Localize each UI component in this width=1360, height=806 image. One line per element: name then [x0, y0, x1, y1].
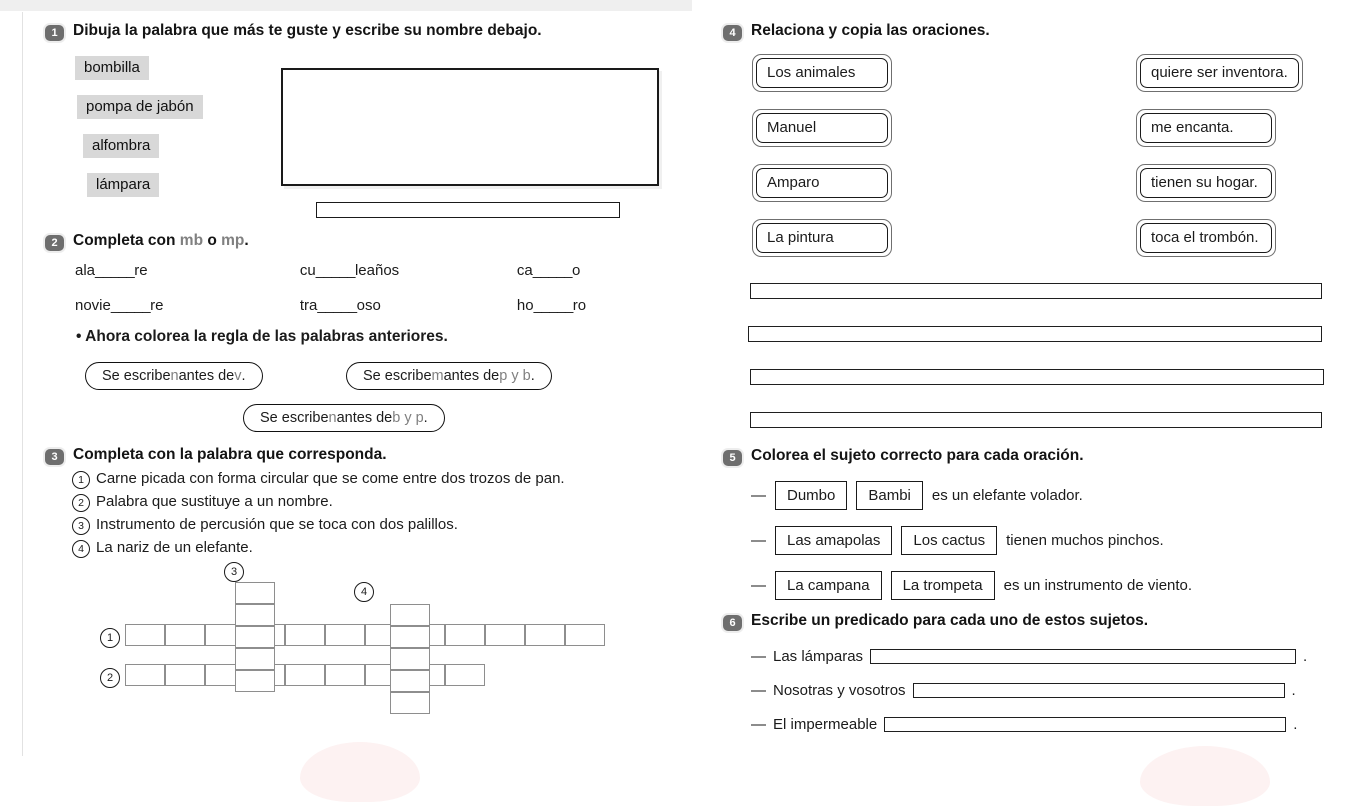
choice-option-b[interactable]: Bambi	[856, 481, 923, 510]
fill-row	[75, 297, 655, 314]
word-chip[interactable]: bombilla	[75, 56, 149, 80]
answer-line[interactable]	[748, 326, 1322, 342]
exercise-number-badge: 5	[723, 450, 742, 466]
row-dash: —	[751, 577, 766, 594]
rule-letter: m	[431, 368, 444, 384]
crossword-cell-down-3[interactable]	[235, 648, 275, 670]
crossword-cell-across-2[interactable]	[445, 664, 485, 686]
crossword-cell-down-4[interactable]	[390, 604, 430, 626]
word-post: ro	[572, 297, 587, 314]
choice-row-1	[751, 481, 1083, 510]
keyword-mb: mb	[179, 232, 204, 249]
predicate-row-2	[751, 682, 1296, 699]
predicate-input[interactable]	[870, 649, 1296, 664]
crossword-cell-across-1[interactable]	[125, 624, 165, 646]
clue-text: La nariz de un elefante.	[96, 538, 253, 556]
match-left-label: Los animales	[756, 58, 888, 88]
predicate-row-1	[751, 648, 1307, 665]
word-post: o	[571, 262, 581, 279]
rule-text: Se escribe	[260, 410, 329, 426]
fill-item[interactable]	[300, 297, 517, 314]
exercise-title: Colorea el sujeto correcto para cada oración.	[751, 447, 1084, 464]
right-column	[690, 0, 1360, 768]
choice-row-2	[751, 526, 1164, 555]
match-left-label: La pintura	[756, 223, 888, 253]
crossword-cell-down-4[interactable]	[390, 626, 430, 648]
match-right-3[interactable]	[1136, 164, 1276, 202]
rule-text: antes de	[336, 410, 393, 426]
match-left-label: Amparo	[756, 168, 888, 198]
title-part: o	[203, 232, 222, 249]
crossword-cell-down-3[interactable]	[235, 626, 275, 648]
exercise-title: Completa con la palabra que corresponda.	[73, 446, 387, 463]
exercise-3	[45, 446, 665, 465]
word-post: re	[134, 262, 148, 279]
fill-row	[75, 262, 655, 279]
word-chip[interactable]: pompa de jabón	[77, 95, 203, 119]
word-post: leaños	[354, 262, 400, 279]
choice-option-a[interactable]: Las amapolas	[775, 526, 892, 555]
predicate-input[interactable]	[884, 717, 1286, 732]
fill-item[interactable]	[517, 297, 655, 314]
rule-text: .	[423, 410, 428, 426]
crossword-label-1: 1	[100, 628, 120, 648]
rule-letter: n	[170, 368, 179, 384]
clue-text: Instrumento de percusión que se toca con dos palillos.	[96, 515, 458, 533]
fill-item[interactable]	[75, 297, 300, 314]
rule-text: antes de	[178, 368, 235, 384]
exercise-title: Dibuja la palabra que más te guste y escribe su nombre debajo.	[73, 22, 542, 39]
crossword-cell-across-2[interactable]	[125, 664, 165, 686]
row-dash: —	[751, 648, 766, 665]
word-pre: ala	[75, 262, 96, 279]
fill-item[interactable]	[300, 262, 517, 279]
rule-text: antes de	[443, 368, 500, 384]
exercise-number-badge: 2	[45, 235, 64, 251]
choice-option-a[interactable]: La campana	[775, 571, 882, 600]
rule-option-3[interactable]	[243, 404, 445, 432]
crossword-cell-across-1[interactable]	[165, 624, 205, 646]
crossword-cell-down-4[interactable]	[390, 648, 430, 670]
exercise-number-badge: 6	[723, 615, 742, 631]
choice-option-b[interactable]: La trompeta	[891, 571, 995, 600]
crossword-cell-across-1[interactable]	[445, 624, 485, 646]
match-left-3[interactable]	[752, 164, 892, 202]
crossword-cell-across-1[interactable]	[525, 624, 565, 646]
exercise-5	[723, 447, 1343, 466]
word-chip-list	[75, 56, 203, 212]
clue-item	[72, 514, 565, 537]
match-left-label: Manuel	[756, 113, 888, 143]
match-right-label: quiere ser inventora.	[1140, 58, 1299, 88]
crossword-label-2: 2	[100, 668, 120, 688]
crossword-cell-across-2[interactable]	[285, 664, 325, 686]
row-dash: —	[751, 487, 766, 504]
crossword-label-4: 4	[354, 582, 374, 602]
rule-option-1[interactable]	[85, 362, 263, 390]
blank-slot[interactable]: _____	[110, 297, 151, 314]
row-dash: —	[751, 716, 766, 733]
crossword-grid[interactable]	[100, 560, 630, 745]
exercise-2-subtitle: • Ahora colorea la regla de las palabras anteriores.	[76, 328, 448, 345]
crossword-cell-across-1[interactable]	[285, 624, 325, 646]
drawing-box[interactable]	[281, 68, 659, 186]
crossword-cell-down-3[interactable]	[235, 670, 275, 692]
match-right-2[interactable]	[1136, 109, 1276, 147]
clue-number: 4	[72, 540, 90, 558]
rule-letter: n	[328, 410, 337, 426]
match-right-label: tienen su hogar.	[1140, 168, 1272, 198]
crossword-label-3: 3	[224, 562, 244, 582]
clue-number: 3	[72, 517, 90, 535]
rule-letter: v	[234, 368, 242, 384]
subject-label: Nosotras y vosotros	[773, 682, 906, 699]
crossword-cell-across-2[interactable]	[165, 664, 205, 686]
word-write-line[interactable]	[316, 202, 620, 218]
exercise-6	[723, 612, 1343, 631]
exercise-number-badge: 3	[45, 449, 64, 465]
match-right-1[interactable]	[1136, 54, 1303, 92]
answer-line[interactable]	[750, 283, 1322, 299]
row-dash: —	[751, 532, 766, 549]
choice-option-b[interactable]: Los cactus	[901, 526, 997, 555]
blank-slot[interactable]: _____	[317, 297, 357, 314]
rule-text: Se escribe	[102, 368, 171, 384]
exercise-number-badge: 4	[723, 25, 742, 41]
clue-item	[72, 468, 565, 491]
choice-tail: tienen muchos pinchos.	[1006, 532, 1164, 549]
choice-tail: es un instrumento de viento.	[1003, 577, 1193, 594]
rule-text: .	[530, 368, 535, 384]
row-dash: —	[751, 682, 766, 699]
crossword-cell-across-1[interactable]	[565, 624, 605, 646]
rule-text: .	[241, 368, 246, 384]
title-part: .	[244, 232, 249, 249]
blank-slot[interactable]: _____	[533, 297, 573, 314]
exercise-4	[723, 22, 1343, 41]
rule-letter: b y p	[392, 410, 424, 426]
rule-letter: p y b	[499, 368, 531, 384]
match-left-2[interactable]	[752, 109, 892, 147]
exercise-title: Escribe un predicado para cada uno de estos sujetos.	[751, 612, 1149, 629]
match-left-4[interactable]	[752, 219, 892, 257]
clue-number: 2	[72, 494, 90, 512]
choice-tail: es un elefante volador.	[931, 487, 1083, 504]
match-right-label: me encanta.	[1140, 113, 1272, 143]
word-post: oso	[356, 297, 381, 314]
clue-item	[72, 537, 565, 560]
word-chip[interactable]: alfombra	[83, 134, 159, 158]
answer-line[interactable]	[750, 412, 1322, 428]
subject-label: El impermeable	[773, 716, 878, 733]
blank-slot[interactable]: _____	[532, 262, 572, 279]
clue-text: Carne picada con forma circular que se come entre dos trozos de pan.	[96, 470, 565, 487]
word-pre: tra	[299, 297, 318, 314]
row-period: .	[1293, 716, 1298, 733]
word-post: re	[150, 297, 164, 314]
crossword-cell-down-3[interactable]	[235, 582, 275, 604]
exercise-1	[45, 22, 665, 41]
fill-in-words	[75, 262, 655, 332]
fill-item[interactable]	[75, 262, 300, 279]
match-right-4[interactable]	[1136, 219, 1276, 257]
crossword-cell-down-4[interactable]	[390, 692, 430, 714]
crossword-cell-across-1[interactable]	[325, 624, 365, 646]
clue-item	[72, 491, 565, 514]
fill-item[interactable]	[517, 262, 655, 279]
title-part: Completa con	[73, 232, 180, 249]
predicate-row-3	[751, 716, 1297, 733]
blank-slot[interactable]: _____	[315, 262, 355, 279]
crossword-cell-across-2[interactable]	[325, 664, 365, 686]
choice-option-a[interactable]: Dumbo	[775, 481, 847, 510]
word-pre: novie	[75, 297, 111, 314]
predicate-input[interactable]	[913, 683, 1285, 698]
match-left-1[interactable]	[752, 54, 892, 92]
clue-number: 1	[72, 471, 90, 489]
word-chip[interactable]: lámpara	[87, 173, 159, 197]
exercise-title: Relaciona y copia las oraciones.	[751, 22, 990, 39]
word-pre: ca	[516, 262, 533, 279]
exercise-number-badge: 1	[45, 25, 64, 41]
crossword-cell-across-1[interactable]	[485, 624, 525, 646]
crossword-cell-down-4[interactable]	[390, 670, 430, 692]
crossword-cell-down-3[interactable]	[235, 604, 275, 626]
word-pre: ho	[516, 297, 534, 314]
exercise-2	[45, 232, 665, 251]
clue-list	[72, 468, 565, 560]
answer-line[interactable]	[750, 369, 1324, 385]
row-period: .	[1291, 682, 1296, 699]
word-pre: cu	[299, 262, 316, 279]
keyword-mp: mp	[221, 232, 245, 249]
clue-text: Palabra que sustituye a un nombre.	[96, 492, 333, 510]
row-period: .	[1303, 648, 1308, 665]
rule-option-2[interactable]	[346, 362, 552, 390]
match-right-label: toca el trombón.	[1140, 223, 1272, 253]
blank-slot[interactable]: _____	[95, 262, 135, 279]
left-column	[0, 0, 690, 768]
rule-text: Se escribe	[363, 368, 432, 384]
exercise-title	[73, 232, 249, 250]
subject-label: Las lámparas	[773, 648, 864, 665]
choice-row-3	[751, 571, 1192, 600]
